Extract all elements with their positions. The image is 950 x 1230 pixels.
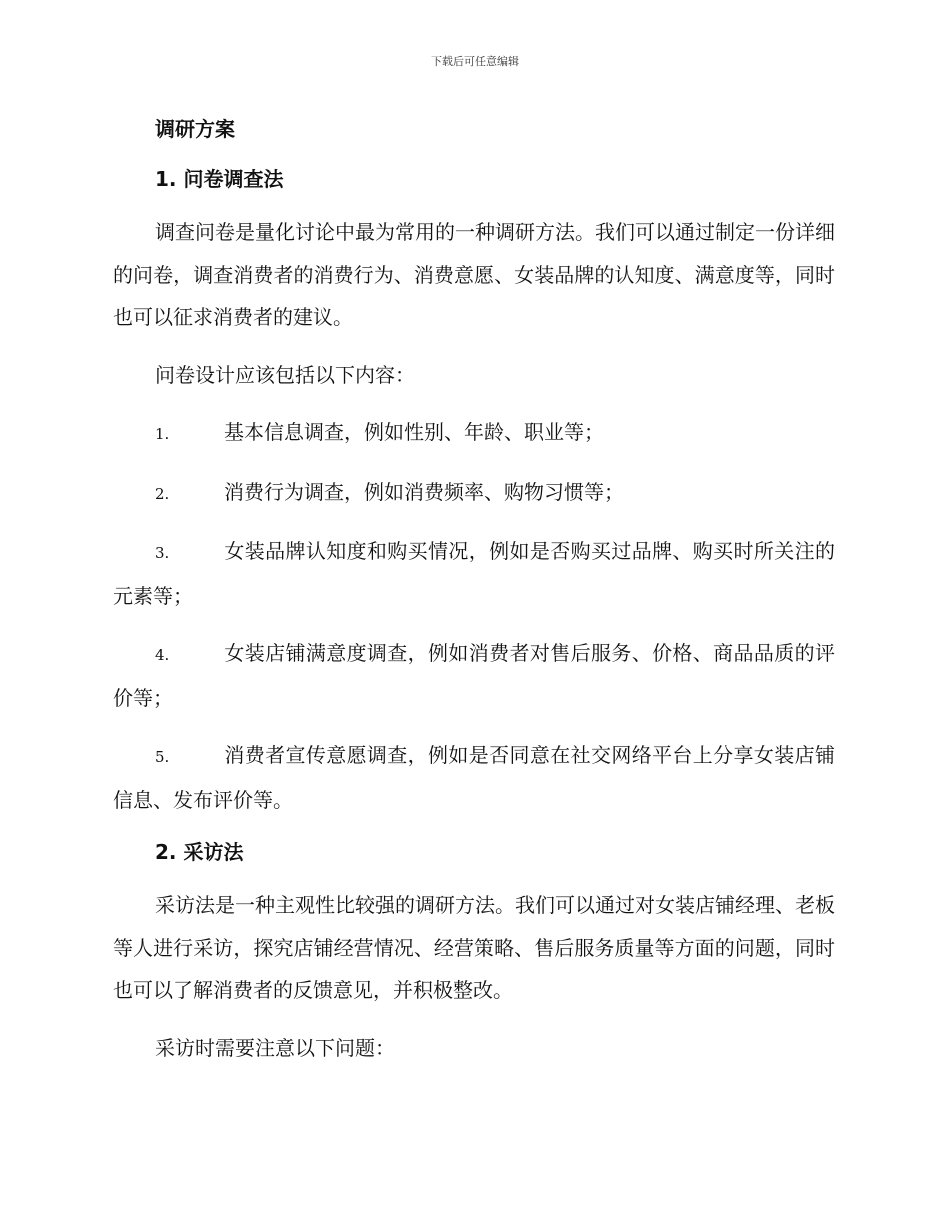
section-2-intro: 采访法是一种主观性比较强的调研方法。我们可以通过对女装店铺经理、老板等人进行采访，探究店铺经营情况、经营策略、售后服务质量等方面的问题，同时也可以了解消费者的反馈意见，并积极整改。 [113, 893, 835, 1002]
list-number: 4. [155, 646, 170, 664]
list-item [113, 530, 835, 617]
section-2-list-lead: 采访时需要注意以下问题： [155, 1035, 395, 1060]
list-text: 基本信息调查，例如性别、年龄、职业等； [224, 420, 604, 444]
list-text: 消费者宣传意愿调查，例如是否同意在社交网络平台上分享女装店铺信息、发布评价等。 [113, 743, 835, 812]
list-number: 2. [155, 484, 170, 503]
document-title: 调研方案 [155, 117, 235, 141]
section-1-intro: 调查问卷是量化讨论中最为常用的一种调研方法。我们可以通过制定一份详细的问卷，调查消费者的消费行为、消费意愿、女装品牌的认知度、满意度等，同时也可以征求消费者的建议。 [113, 220, 835, 329]
section-2-heading: 2. 采访法 [155, 840, 244, 864]
section-1-heading: 1. 问卷调查法 [155, 167, 284, 191]
list-item [113, 471, 835, 516]
list-item [113, 411, 835, 456]
list-text: 消费行为调查，例如消费频率、购物习惯等； [224, 479, 624, 504]
list-item [113, 734, 835, 821]
list-item [113, 632, 835, 719]
document-body [113, 113, 835, 1084]
list-number: 1. [155, 425, 170, 443]
questionnaire-list [113, 411, 835, 821]
header-note: 下载后可任意编辑 [431, 55, 519, 68]
section-1-list-lead: 问卷设计应该包括以下内容： [155, 362, 415, 387]
list-number: 5. [155, 748, 170, 766]
list-text: 女装品牌认知度和购买情况，例如是否购买过品牌、购买时所关注的元素等； [113, 539, 835, 608]
list-text: 女装店铺满意度调查，例如消费者对售后服务、价格、商品品质的评价等； [113, 641, 835, 710]
list-number: 3. [155, 544, 170, 562]
